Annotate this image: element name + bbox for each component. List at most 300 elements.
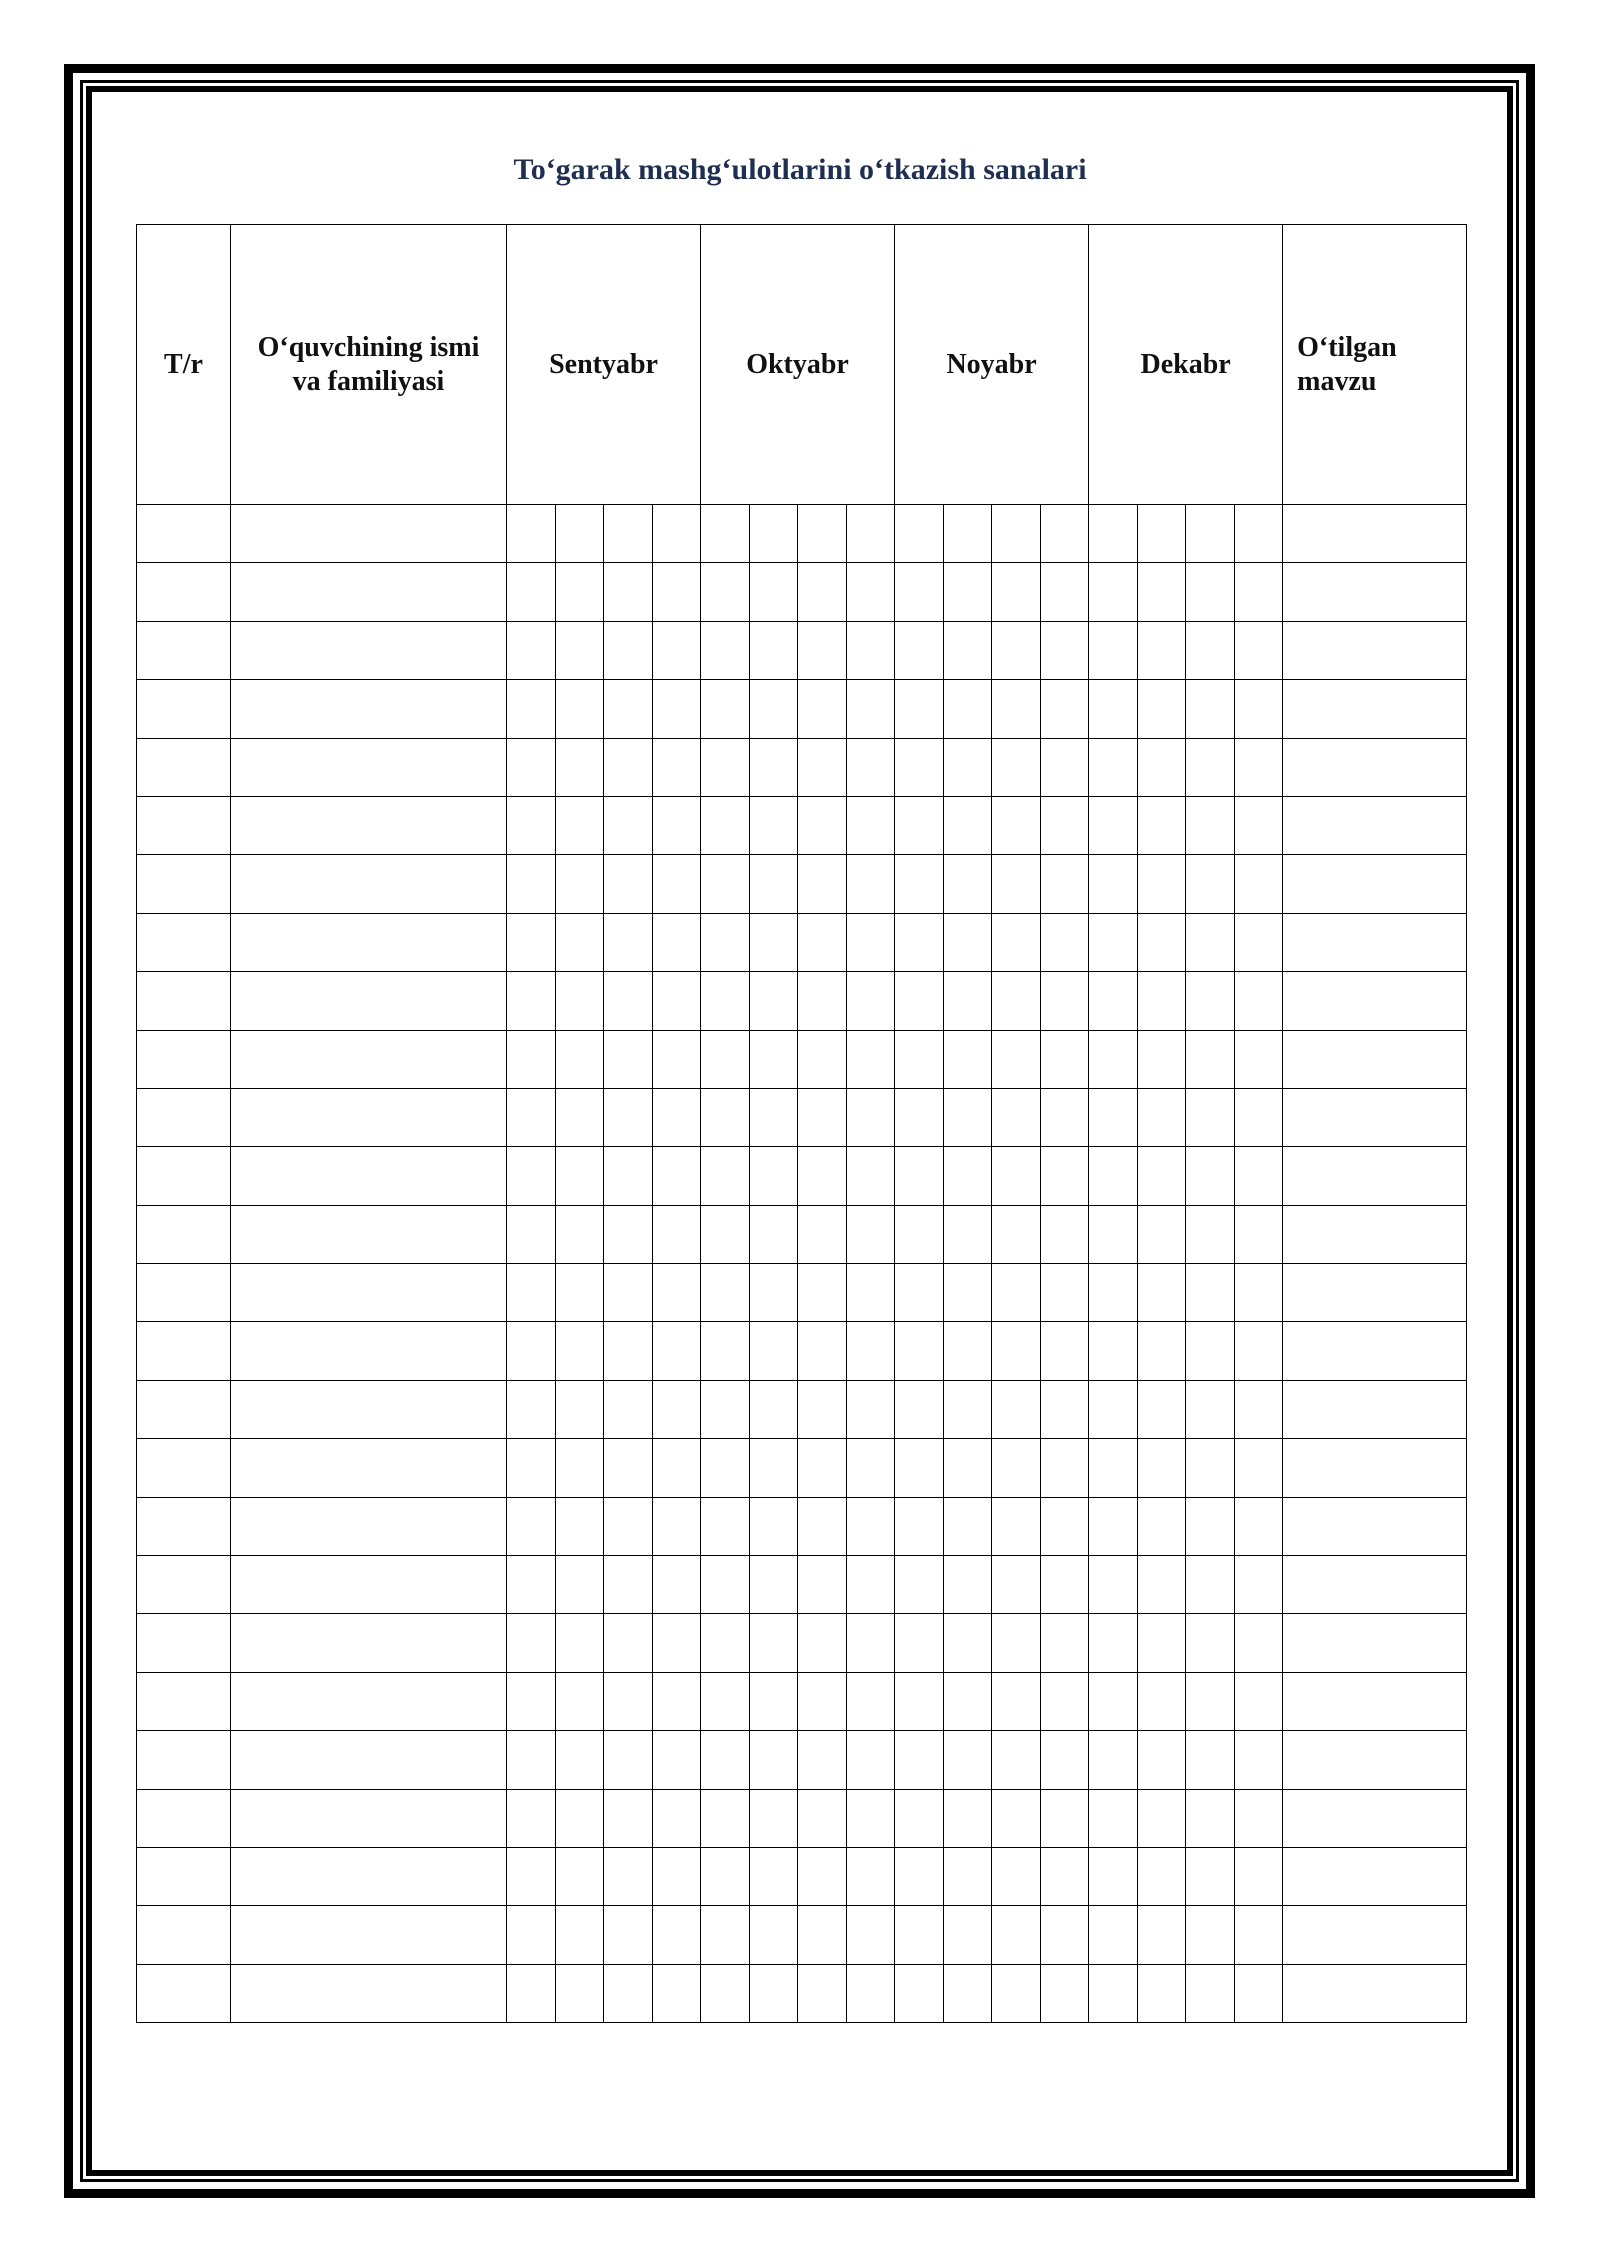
table-cell: [231, 1731, 507, 1789]
table-cell: [555, 1322, 604, 1380]
table-cell: [798, 796, 847, 854]
table-cell: [1283, 1789, 1467, 1847]
table-row: [137, 1380, 1467, 1438]
table-cell: [1040, 1847, 1089, 1905]
page-title: To‘garak mashg‘ulotlarini o‘tkazish sanalari: [513, 153, 1087, 186]
table-cell: [846, 1147, 895, 1205]
table-cell: [1137, 1147, 1186, 1205]
table-cell: [507, 1380, 556, 1438]
table-cell: [604, 796, 653, 854]
table-cell: [652, 1088, 701, 1146]
table-cell: [943, 1964, 992, 2022]
table-cell: [1137, 1205, 1186, 1263]
table-cell: [701, 1906, 750, 1964]
table-cell: [1186, 1030, 1235, 1088]
table-cell: [943, 1731, 992, 1789]
table-cell: [1040, 1439, 1089, 1497]
table-cell: [604, 1439, 653, 1497]
table-row: [137, 1088, 1467, 1146]
table-cell: [798, 680, 847, 738]
table-cell: [1283, 855, 1467, 913]
table-cell: [231, 1847, 507, 1905]
table-cell: [1234, 621, 1283, 679]
table-cell: [507, 855, 556, 913]
table-cell: [652, 1672, 701, 1730]
table-cell: [555, 505, 604, 563]
table-cell: [1186, 1847, 1235, 1905]
table-cell: [231, 1088, 507, 1146]
table-cell: [798, 855, 847, 913]
table-cell: [1040, 621, 1089, 679]
table-cell: [1137, 1322, 1186, 1380]
table-cell: [895, 1497, 944, 1555]
table-cell: [1089, 1847, 1138, 1905]
table-cell: [1137, 1497, 1186, 1555]
table-cell: [798, 1439, 847, 1497]
table-cell: [895, 621, 944, 679]
table-cell: [1283, 1030, 1467, 1088]
table-cell: [231, 1672, 507, 1730]
table-cell: [1137, 1264, 1186, 1322]
table-cell: [652, 796, 701, 854]
table-cell: [507, 1264, 556, 1322]
table-cell: [652, 1964, 701, 2022]
table-cell: [652, 1264, 701, 1322]
table-cell: [555, 1088, 604, 1146]
table-cell: [1234, 1439, 1283, 1497]
table-cell: [555, 1147, 604, 1205]
table-cell: [1089, 1556, 1138, 1614]
table-cell: [1283, 1556, 1467, 1614]
table-cell: [1040, 1556, 1089, 1614]
table-cell: [507, 1906, 556, 1964]
table-cell: [1137, 621, 1186, 679]
table-cell: [701, 1205, 750, 1263]
table-cell: [701, 621, 750, 679]
table-cell: [652, 1847, 701, 1905]
table-cell: [701, 1731, 750, 1789]
table-cell: [1089, 1380, 1138, 1438]
header-topic: [1283, 225, 1467, 505]
table-cell: [846, 1205, 895, 1263]
table-cell: [1040, 855, 1089, 913]
table-cell: [701, 1439, 750, 1497]
table-cell: [992, 1205, 1041, 1263]
table-cell: [507, 1205, 556, 1263]
table-cell: [846, 1322, 895, 1380]
table-cell: [992, 913, 1041, 971]
table-cell: [992, 1964, 1041, 2022]
table-cell: [507, 1088, 556, 1146]
table-cell: [749, 563, 798, 621]
table-cell: [846, 680, 895, 738]
table-cell: [1186, 563, 1235, 621]
table-cell: [1089, 1789, 1138, 1847]
table-row: [137, 563, 1467, 621]
table-cell: [1089, 1497, 1138, 1555]
table-cell: [1137, 1439, 1186, 1497]
table-cell: [1234, 1497, 1283, 1555]
table-cell: [231, 855, 507, 913]
table-cell: [1089, 621, 1138, 679]
table-cell: [1040, 1906, 1089, 1964]
table-cell: [798, 563, 847, 621]
table-cell: [604, 563, 653, 621]
table-cell: [1137, 1964, 1186, 2022]
table-cell: [231, 1205, 507, 1263]
table-cell: [1040, 1614, 1089, 1672]
table-cell: [231, 796, 507, 854]
table-row: [137, 913, 1467, 971]
table-cell: [1089, 1731, 1138, 1789]
table-row: [137, 1030, 1467, 1088]
table-cell: [555, 1906, 604, 1964]
table-cell: [555, 621, 604, 679]
table-cell: [701, 1672, 750, 1730]
table-cell: [798, 1322, 847, 1380]
table-cell: [1186, 1322, 1235, 1380]
table-cell: [1040, 972, 1089, 1030]
table-cell: [943, 621, 992, 679]
table-cell: [555, 1030, 604, 1088]
table-cell: [1283, 680, 1467, 738]
table-cell: [798, 1380, 847, 1438]
table-cell: [231, 1322, 507, 1380]
table-cell: [604, 1497, 653, 1555]
table-cell: [137, 1731, 231, 1789]
table-cell: [749, 1030, 798, 1088]
table-cell: [1283, 1439, 1467, 1497]
table-cell: [701, 1322, 750, 1380]
table-cell: [1137, 1030, 1186, 1088]
table-cell: [749, 621, 798, 679]
table-cell: [749, 1322, 798, 1380]
table-cell: [507, 680, 556, 738]
table-cell: [749, 1964, 798, 2022]
table-cell: [1186, 1964, 1235, 2022]
table-cell: [992, 796, 1041, 854]
table-cell: [137, 1789, 231, 1847]
table-cell: [555, 1614, 604, 1672]
table-cell: [749, 1380, 798, 1438]
table-cell: [1089, 1205, 1138, 1263]
table-cell: [701, 796, 750, 854]
table-cell: [846, 972, 895, 1030]
header-topic-line2: mavzu: [1297, 365, 1377, 397]
table-cell: [1283, 796, 1467, 854]
table-cell: [846, 1088, 895, 1146]
table-cell: [992, 1380, 1041, 1438]
table-row: [137, 1847, 1467, 1905]
table-cell: [231, 621, 507, 679]
table-cell: [555, 1847, 604, 1905]
table-cell: [137, 563, 231, 621]
table-cell: [652, 972, 701, 1030]
table-cell: [652, 1147, 701, 1205]
table-cell: [1186, 1789, 1235, 1847]
table-cell: [1234, 855, 1283, 913]
table-cell: [507, 1731, 556, 1789]
table-cell: [895, 1264, 944, 1322]
table-cell: [701, 855, 750, 913]
table-cell: [943, 563, 992, 621]
table-cell: [798, 972, 847, 1030]
table-cell: [507, 1672, 556, 1730]
table-cell: [555, 1205, 604, 1263]
table-row: [137, 972, 1467, 1030]
table-cell: [507, 1147, 556, 1205]
table-cell: [652, 738, 701, 796]
table-cell: [604, 680, 653, 738]
table-cell: [652, 505, 701, 563]
table-cell: [992, 1497, 1041, 1555]
table-cell: [943, 913, 992, 971]
table-cell: [895, 1380, 944, 1438]
table-cell: [943, 855, 992, 913]
table-cell: [749, 972, 798, 1030]
table-cell: [846, 1030, 895, 1088]
table-cell: [507, 1556, 556, 1614]
attendance-table: [136, 224, 1467, 2023]
table-cell: [943, 1672, 992, 1730]
table-cell: [507, 1964, 556, 2022]
table-cell: [652, 563, 701, 621]
table-cell: [1186, 1380, 1235, 1438]
table-cell: [604, 1847, 653, 1905]
table-cell: [1089, 913, 1138, 971]
table-cell: [749, 1731, 798, 1789]
table-cell: [1283, 563, 1467, 621]
table-cell: [231, 563, 507, 621]
table-cell: [749, 1906, 798, 1964]
table-cell: [137, 1497, 231, 1555]
table-cell: [1234, 563, 1283, 621]
table-cell: [895, 1088, 944, 1146]
table-cell: [701, 972, 750, 1030]
table-cell: [992, 621, 1041, 679]
table-cell: [749, 855, 798, 913]
table-cell: [992, 1439, 1041, 1497]
table-cell: [652, 680, 701, 738]
table-cell: [1137, 680, 1186, 738]
table-cell: [943, 1847, 992, 1905]
table-cell: [749, 1497, 798, 1555]
table-cell: [555, 913, 604, 971]
table-cell: [604, 1264, 653, 1322]
table-cell: [555, 1672, 604, 1730]
table-cell: [895, 1147, 944, 1205]
table-cell: [507, 1614, 556, 1672]
table-cell: [943, 505, 992, 563]
table-cell: [992, 738, 1041, 796]
table-cell: [1089, 1964, 1138, 2022]
table-cell: [137, 1672, 231, 1730]
table-cell: [943, 1322, 992, 1380]
table-cell: [701, 1264, 750, 1322]
table-cell: [1186, 680, 1235, 738]
table-cell: [137, 855, 231, 913]
table-cell: [1186, 1672, 1235, 1730]
table-row: [137, 1147, 1467, 1205]
table-cell: [701, 1964, 750, 2022]
table-cell: [1089, 1088, 1138, 1146]
table-cell: [604, 1789, 653, 1847]
table-cell: [1283, 1672, 1467, 1730]
table-cell: [798, 1789, 847, 1847]
table-cell: [652, 1205, 701, 1263]
table-cell: [798, 913, 847, 971]
table-cell: [137, 1264, 231, 1322]
table-cell: [1137, 855, 1186, 913]
table-cell: [231, 1964, 507, 2022]
table-cell: [943, 796, 992, 854]
table-cell: [1137, 1847, 1186, 1905]
table-cell: [798, 1672, 847, 1730]
table-cell: [701, 1147, 750, 1205]
table-cell: [1137, 505, 1186, 563]
table-cell: [895, 1030, 944, 1088]
table-cell: [1283, 913, 1467, 971]
table-cell: [555, 972, 604, 1030]
table-cell: [1089, 1614, 1138, 1672]
table-cell: [749, 796, 798, 854]
table-cell: [1234, 1964, 1283, 2022]
table-cell: [137, 1147, 231, 1205]
table-cell: [652, 855, 701, 913]
table-cell: [555, 563, 604, 621]
table-cell: [701, 738, 750, 796]
table-cell: [701, 1088, 750, 1146]
header-month-september: Sentyabr: [507, 225, 701, 505]
table-cell: [749, 1847, 798, 1905]
table-cell: [555, 1497, 604, 1555]
table-cell: [652, 1380, 701, 1438]
table-cell: [992, 1147, 1041, 1205]
table-cell: [1137, 738, 1186, 796]
table-cell: [231, 505, 507, 563]
table-cell: [1040, 1264, 1089, 1322]
table-cell: [507, 1030, 556, 1088]
table-cell: [1040, 796, 1089, 854]
table-cell: [1234, 738, 1283, 796]
table-cell: [1040, 1088, 1089, 1146]
table-cell: [749, 913, 798, 971]
table-cell: [555, 1731, 604, 1789]
table-cell: [895, 563, 944, 621]
table-cell: [555, 1964, 604, 2022]
table-cell: [604, 1964, 653, 2022]
table-cell: [943, 1088, 992, 1146]
table-cell: [846, 1964, 895, 2022]
table-cell: [1283, 1205, 1467, 1263]
table-cell: [1040, 1672, 1089, 1730]
table-cell: [1040, 1147, 1089, 1205]
table-cell: [231, 1380, 507, 1438]
table-cell: [749, 505, 798, 563]
table-cell: [1283, 505, 1467, 563]
table-cell: [604, 855, 653, 913]
table-cell: [1040, 1380, 1089, 1438]
table-cell: [992, 1847, 1041, 1905]
table-cell: [1283, 1906, 1467, 1964]
table-cell: [231, 1497, 507, 1555]
table-cell: [701, 1847, 750, 1905]
table-cell: [943, 972, 992, 1030]
table-cell: [1040, 563, 1089, 621]
table-cell: [1234, 1088, 1283, 1146]
table-cell: [701, 913, 750, 971]
table-cell: [895, 1614, 944, 1672]
table-cell: [701, 1789, 750, 1847]
table-cell: [943, 1497, 992, 1555]
table-cell: [231, 1264, 507, 1322]
table-cell: [1089, 972, 1138, 1030]
table-cell: [137, 1088, 231, 1146]
table-cell: [943, 1556, 992, 1614]
table-cell: [1283, 1264, 1467, 1322]
table-row: [137, 1906, 1467, 1964]
table-cell: [895, 738, 944, 796]
table-cell: [1040, 1964, 1089, 2022]
table-cell: [555, 1789, 604, 1847]
table-cell: [555, 1264, 604, 1322]
table-row: [137, 1789, 1467, 1847]
table-cell: [652, 1439, 701, 1497]
table-cell: [507, 1847, 556, 1905]
table-cell: [231, 1439, 507, 1497]
table-cell: [1234, 1380, 1283, 1438]
table-cell: [604, 505, 653, 563]
table-cell: [1137, 1556, 1186, 1614]
header-month-december: Dekabr: [1089, 225, 1283, 505]
table-cell: [943, 1906, 992, 1964]
table-cell: [1234, 1556, 1283, 1614]
table-cell: [1234, 1672, 1283, 1730]
table-cell: [895, 913, 944, 971]
table-cell: [943, 680, 992, 738]
table-cell: [798, 1906, 847, 1964]
table-cell: [749, 1672, 798, 1730]
table-cell: [1089, 738, 1138, 796]
table-cell: [992, 563, 1041, 621]
table-cell: [137, 972, 231, 1030]
table-cell: [652, 1789, 701, 1847]
table-cell: [895, 1789, 944, 1847]
table-cell: [1137, 1906, 1186, 1964]
table-cell: [846, 505, 895, 563]
table-cell: [1234, 1847, 1283, 1905]
table-cell: [1234, 1731, 1283, 1789]
table-row: [137, 1439, 1467, 1497]
table-cell: [798, 1205, 847, 1263]
table-cell: [137, 1439, 231, 1497]
table-cell: [1234, 796, 1283, 854]
table-cell: [137, 913, 231, 971]
header-topic-line1: O‘tilgan: [1297, 331, 1397, 363]
table-row: [137, 738, 1467, 796]
table-cell: [555, 738, 604, 796]
table-cell: [507, 1789, 556, 1847]
table-cell: [846, 1497, 895, 1555]
table-cell: [895, 680, 944, 738]
table-cell: [137, 1964, 231, 2022]
table-cell: [1040, 1731, 1089, 1789]
table-cell: [652, 1322, 701, 1380]
table-cell: [137, 1030, 231, 1088]
table-cell: [652, 1030, 701, 1088]
table-cell: [555, 1556, 604, 1614]
table-cell: [943, 738, 992, 796]
